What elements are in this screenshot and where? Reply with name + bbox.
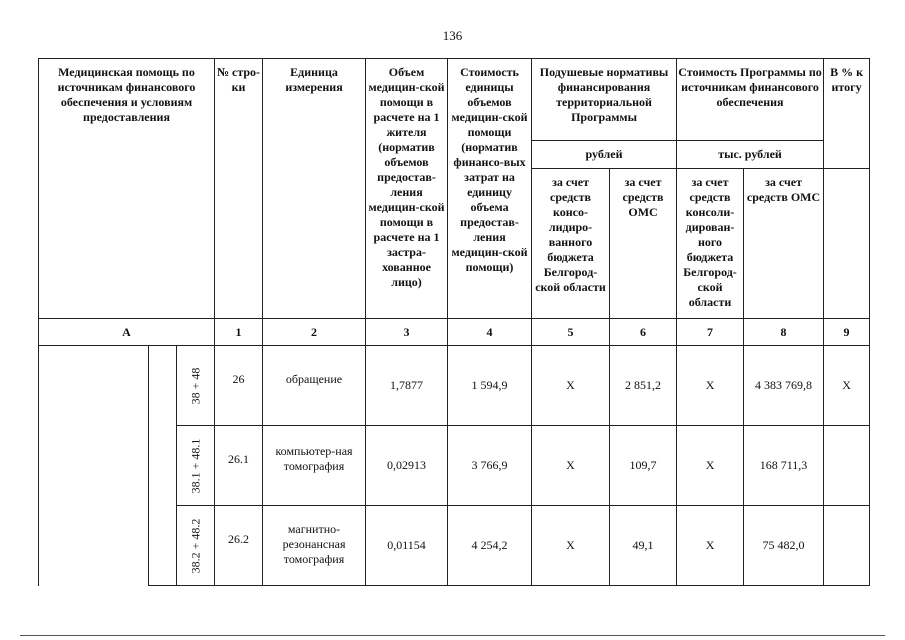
page-number: 136 (442, 28, 463, 43)
tariff-table (38, 58, 870, 586)
row-c9 (824, 426, 870, 506)
row-c5: Х (532, 346, 610, 426)
index-cell: 9 (824, 319, 870, 346)
index-cell: 3 (366, 319, 448, 346)
row-volume: 0,02913 (366, 426, 448, 506)
index-cell: 8 (744, 319, 824, 346)
row-c7: Х (677, 426, 744, 506)
index-row (39, 319, 870, 346)
row-line: 26.2 (215, 506, 263, 586)
index-cell: 6 (610, 319, 677, 346)
row-code: 38 + 48 (177, 346, 215, 426)
row-unit: компьютер-ная томография (263, 426, 366, 506)
header-c9-empty (824, 169, 870, 319)
header-program-cost: Стоимость Программы по источникам финансового обеспечения (677, 59, 824, 141)
row-c7: Х (677, 346, 744, 426)
header-thousand-rubles: тыс. рублей (677, 141, 824, 169)
row-cost: 3 766,9 (448, 426, 532, 506)
row-c7: Х (677, 506, 744, 586)
header-rubles: рублей (532, 141, 677, 169)
index-cell: 4 (448, 319, 532, 346)
row-c8: 168 711,3 (744, 426, 824, 506)
row-volume: 0,01154 (366, 506, 448, 586)
header-percent: В % к итогу (824, 59, 870, 169)
header-c5: за счет средств консо-лидиро-ванного бюджета Белгород-ской области (532, 169, 610, 319)
row-code: 38.1 + 48.1 (177, 426, 215, 506)
row-unit: обращение (263, 346, 366, 426)
header-volume: Объем медицин-ской помощи в расчете на 1 жителя (норматив объемов предостав-ления медицин-ской помощи в расчете на 1 застра-хованное лицо) (366, 59, 448, 319)
row-c5: Х (532, 506, 610, 586)
row-c8: 4 383 769,8 (744, 346, 824, 426)
header-medical-care: Медицинская помощь по источникам финансового обеспечения и условиям предоставления (39, 59, 215, 319)
row-volume: 1,7877 (366, 346, 448, 426)
row-line: 26.1 (215, 426, 263, 506)
header-c6: за счет средств ОМС (610, 169, 677, 319)
row-cost: 4 254,2 (448, 506, 532, 586)
row-cost: 1 594,9 (448, 346, 532, 426)
row-c6: 49,1 (610, 506, 677, 586)
header-line-number: № стро-ки (215, 59, 263, 319)
subcategory-empty (149, 346, 177, 586)
index-cell: 7 (677, 319, 744, 346)
index-cell: 5 (532, 319, 610, 346)
row-line: 26 (215, 346, 263, 426)
row-c8: 75 482,0 (744, 506, 824, 586)
row-code: 38.2 + 48.2 (177, 506, 215, 586)
table-row (39, 346, 870, 426)
row-c6: 2 851,2 (610, 346, 677, 426)
row-c5: Х (532, 426, 610, 506)
index-cell: 2 (263, 319, 366, 346)
row-c6: 109,7 (610, 426, 677, 506)
row-c9 (824, 506, 870, 586)
row-c9: Х (824, 346, 870, 426)
header-c8: за счет средств ОМС (744, 169, 824, 319)
row-unit: магнитно-резонансная томография (263, 506, 366, 586)
index-cell: 1 (215, 319, 263, 346)
category-empty (39, 346, 149, 586)
header-c7: за счет средств консоли-дирован-ного бюджета Белгород-ской области (677, 169, 744, 319)
index-cell: А (39, 319, 215, 346)
page-bottom-divider (20, 635, 885, 636)
header-per-capita: Подушевые нормативы финансирования территориальной Программы (532, 59, 677, 141)
header-unit: Единица измерения (263, 59, 366, 319)
header-unit-cost: Стоимость единицы объемов медицин-ской помощи (норматив финансо-вых затрат на единицу объема предостав-ления медицин-ской помощи) (448, 59, 532, 319)
